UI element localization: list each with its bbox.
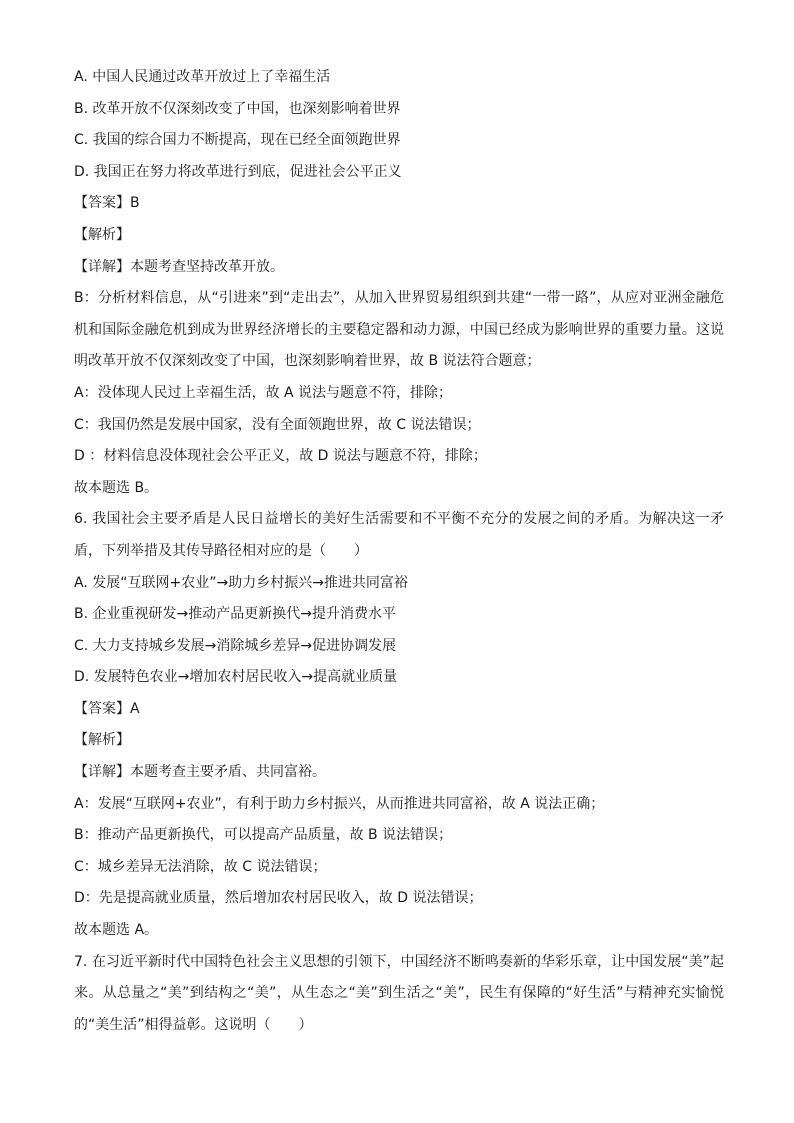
q6-explanation-c: C：城乡差异无法消除，故 C 说法错误； xyxy=(74,858,327,875)
document-page xyxy=(74,62,724,1041)
q5-option-c: C. 我国的综合国力不断提高，现在已经全面领跑世界 xyxy=(74,132,401,149)
q5-answer: 【答案】B xyxy=(74,195,140,212)
q5-analysis-label: 【解析】 xyxy=(74,226,130,243)
q5-explanation-c: C：我国仍然是发展中国家，没有全面领跑世界，故 C 说法错误； xyxy=(74,416,481,433)
q7-stem: 7. 在习近平新时代中国特色社会主义思想的引领下，中国经济不断鸣奏新的华彩乐章，让中国发展“美”起来。从总量之“美”到结构之“美”，从生态之“美”到生活之“美”，民生有保障的“好生活”与精神充实愉悦的“美生活”相得益彰。这说明（ ） xyxy=(74,953,724,1033)
q6-analysis-label: 【解析】 xyxy=(74,732,130,749)
q6-stem: 6. 我国社会主要矛盾是人民日益增长的美好生活需要和不平衡不充分的发展之间的矛盾。为解决这一矛盾，下列举措及其传导路径相对应的是（ ） xyxy=(74,511,724,559)
q5-option-d: D. 我国正在努力将改革进行到底，促进社会公平正义 xyxy=(74,163,402,180)
q5-explanation-a: A：没体现人民过上幸福生活，故 A 说法与题意不符，排除； xyxy=(74,384,453,401)
q6-explanation-a: A：发展“互联网+农业”，有利于助力乡村振兴，从而推进共同富裕，故 A 说法正确； xyxy=(74,795,605,812)
q6-option-c: C. 大力支持城乡发展→消除城乡差异→促进协调发展 xyxy=(74,637,397,654)
q6-option-a: A. 发展“互联网+农业”→助力乡村振兴→推进共同富裕 xyxy=(74,574,408,591)
q5-explanation-b: B：分析材料信息，从“引进来”到“走出去”，从加入世界贸易组织到共建“一带一路”，从应对亚洲金融危机和国际金融危机到成为世界经济增长的主要稳定器和动力源，中国已经成为影响世界的重要力量。这说明改革开放不仅深刻改变了中国，也深刻影响着世界，故 B 说法符合题意； xyxy=(74,290,724,370)
q6-option-d: D. 发展特色农业→增加农村居民收入→提高就业质量 xyxy=(74,669,398,686)
q5-option-a: A. 中国人民通过改革开放过上了幸福生活 xyxy=(74,69,331,85)
q5-conclusion: 故本题选 B。 xyxy=(74,479,159,496)
q5-option-b: B. 改革开放不仅深刻改变了中国，也深刻影响着世界 xyxy=(74,100,401,117)
q6-explanation-b: B：推动产品更新换代，可以提高产品质量，故 B 说法错误； xyxy=(74,827,453,844)
q5-detail: 【详解】本题考查坚持改革开放。 xyxy=(74,258,284,275)
q6-explanation-d: D：先是提高就业质量，然后增加农村居民收入，故 D 说法错误； xyxy=(74,890,483,907)
q5-explanation-d: D ：材料信息没体现社会公平正义，故 D 说法与题意不符，排除； xyxy=(74,448,487,465)
q6-option-b: B. 企业重视研发→推动产品更新换代→提升消费水平 xyxy=(74,606,396,623)
q6-detail: 【详解】本题考查主要矛盾、共同富裕。 xyxy=(74,764,326,781)
q6-conclusion: 故本题选 A。 xyxy=(74,922,159,939)
q6-answer: 【答案】A xyxy=(74,700,140,717)
